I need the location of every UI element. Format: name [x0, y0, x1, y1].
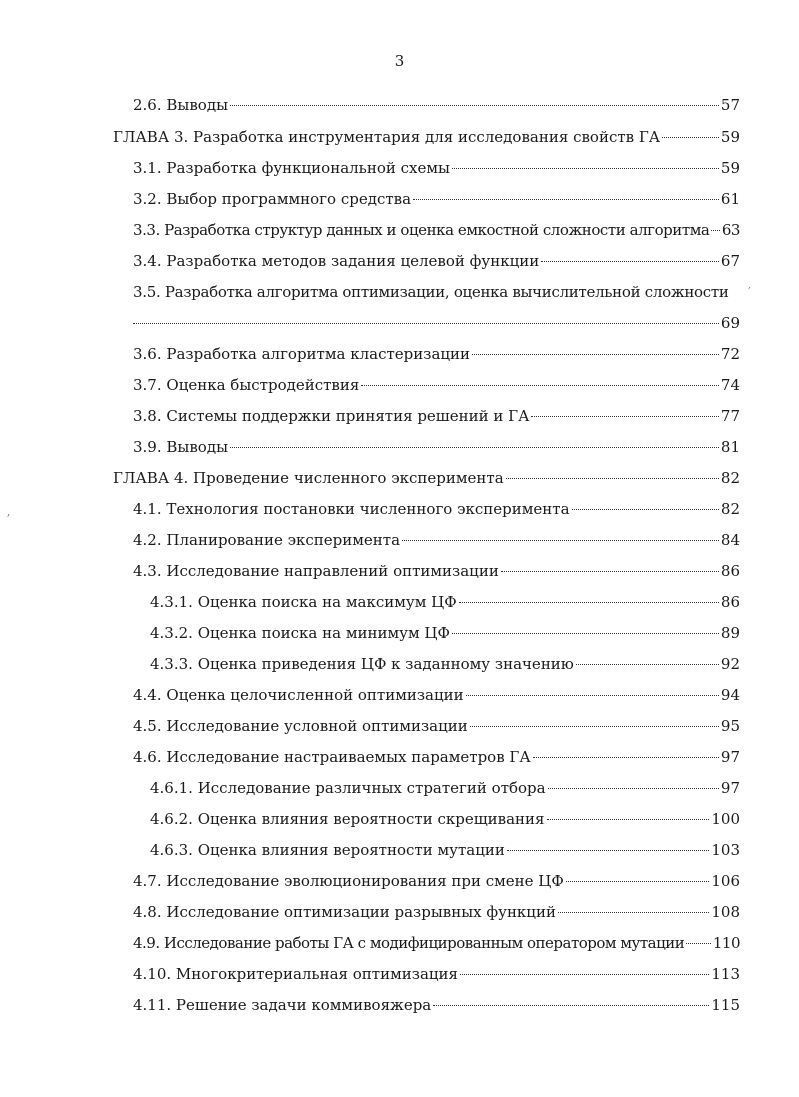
toc-entry-title: 4.3.3. Оценка приведения ЦФ к заданному значению [150, 655, 574, 673]
toc-entry-4-11[interactable] [133, 994, 740, 1016]
dot-leader [711, 229, 719, 231]
toc-entry-title: 3.2. Выбор программного средства [133, 190, 412, 208]
toc-entry-title: 4.3.1. Оценка поиска на максимум ЦФ [150, 593, 457, 611]
dot-leader [547, 818, 710, 820]
dot-leader [548, 787, 719, 789]
toc-entry-title: 3.1. Разработка функциональной схемы [133, 159, 450, 177]
toc-entry-4-3-2[interactable] [150, 622, 740, 644]
dot-leader [501, 570, 719, 572]
toc-entry-page: 110 [712, 934, 740, 952]
toc-entry-title: 4.8. Исследование оптимизации разрывных функций [133, 903, 556, 921]
dot-leader [472, 353, 719, 355]
toc-entry-page: 95 [720, 717, 740, 735]
toc-entry-4-10[interactable] [133, 963, 740, 985]
toc-entry-page: 86 [720, 593, 740, 611]
toc-entry-4-3-3[interactable] [150, 653, 740, 675]
toc-entry-chapter-4[interactable] [113, 467, 740, 489]
toc-entry-4-6[interactable] [133, 746, 740, 768]
toc-entry-page: 97 [720, 779, 740, 797]
toc-entry-4-3-1[interactable] [150, 591, 740, 613]
toc-entry-page: 63 [721, 221, 740, 239]
dot-leader [558, 911, 709, 913]
toc-entry-title: 4.2. Планирование эксперимента [133, 531, 401, 549]
toc-entry-2-6[interactable] [133, 94, 740, 116]
toc-entry-page: 100 [711, 810, 740, 828]
toc-entry-title: 4.7. Исследование эволюционирования при смене ЦФ [133, 872, 564, 890]
dot-leader [686, 942, 711, 944]
toc-entry-4-3[interactable] [133, 560, 740, 582]
toc-entry-title: ГЛАВА 4. Проведение численного эксперимента [113, 469, 504, 487]
dot-leader [452, 167, 719, 169]
toc-entry-3-6[interactable] [133, 343, 740, 365]
toc-entry-page: 86 [720, 562, 740, 580]
toc-entry-page: 59 [720, 159, 740, 177]
toc-entry-page: 115 [711, 996, 740, 1014]
toc-entry-page: 92 [720, 655, 740, 673]
dot-leader [402, 539, 719, 541]
toc-entry-title: 4.11. Решение задачи коммивояжера [133, 996, 432, 1014]
dot-leader [662, 136, 719, 138]
toc-entry-4-6-2[interactable] [150, 808, 740, 830]
toc-entry-page: 103 [711, 841, 740, 859]
dot-leader [576, 663, 719, 665]
toc-entry-title: 4.6.2. Оценка влияния вероятности скрещивания [150, 810, 545, 828]
toc-entry-page: 81 [720, 438, 740, 456]
dot-leader [541, 260, 719, 262]
toc-entry-4-7[interactable] [133, 870, 740, 892]
toc-entry-4-1[interactable] [133, 498, 740, 520]
dot-leader [413, 198, 719, 200]
toc-entry-title: 4.6.3. Оценка влияния вероятности мутации [150, 841, 505, 859]
toc-entry-3-9[interactable] [133, 436, 740, 458]
toc-entry-3-4[interactable] [133, 250, 740, 272]
toc-entry-page: 82 [720, 500, 740, 518]
dot-leader [507, 849, 710, 851]
toc-entry-4-6-1[interactable] [150, 777, 740, 799]
toc-entry-4-2[interactable] [133, 529, 740, 551]
toc-entry-title: 4.10. Многокритериальная оптимизация [133, 965, 458, 983]
toc-entry-page: 84 [720, 531, 740, 549]
toc-entry-title: 3.3. Разработка структур данных и оценка емкостной сложности алгоритма [133, 221, 710, 239]
stray-mark: ′ [748, 285, 751, 299]
toc-entry-4-6-3[interactable] [150, 839, 740, 861]
page-number: 3 [394, 52, 405, 70]
toc-entry-4-4[interactable] [133, 684, 740, 706]
toc-entry-page: 113 [711, 965, 740, 983]
toc-entry-title: 4.5. Исследование условной оптимизации [133, 717, 468, 735]
toc-entry-3-5-continuation[interactable] [133, 312, 740, 334]
toc-entry-title: 3.5. Разработка алгоритма оптимизации, оценка вычислительной сложности [133, 283, 729, 301]
toc-entry-title: 4.6. Исследование настраиваемых параметров ГА [133, 748, 531, 766]
toc-entry-3-7[interactable] [133, 374, 740, 396]
toc-entry-title: 4.3. Исследование направлений оптимизации [133, 562, 499, 580]
toc-entry-title: 3.9. Выводы [133, 438, 229, 456]
toc-entry-3-1[interactable] [133, 157, 740, 179]
toc-entry-page: 77 [720, 407, 740, 425]
dot-leader [572, 508, 719, 510]
dot-leader [133, 322, 719, 324]
toc-entry-title: 3.7. Оценка быстродействия [133, 376, 360, 394]
toc-entry-page: 108 [711, 903, 740, 921]
toc-entry-page: 82 [720, 469, 740, 487]
dot-leader [506, 477, 719, 479]
toc-entry-title: ГЛАВА 3. Разработка инструментария для исследования свойств ГА [113, 128, 661, 146]
toc-entry-3-3[interactable] [133, 219, 740, 241]
toc-entry-title: 2.6. Выводы [133, 96, 229, 114]
toc-entry-title: 4.4. Оценка целочисленной оптимизации [133, 686, 464, 704]
toc-entry-title: 3.4. Разработка методов задания целевой функции [133, 252, 540, 270]
dot-leader [470, 725, 719, 727]
toc-entry-4-9[interactable] [133, 932, 740, 954]
toc-entry-title: 4.6.1. Исследование различных стратегий отбора [150, 779, 546, 797]
toc-entry-chapter-3[interactable] [113, 126, 740, 148]
toc-entry-title: 4.9. Исследование работы ГА с модифицированным оператором мутации [133, 934, 685, 952]
toc-entry-3-8[interactable] [133, 405, 740, 427]
toc-entry-page: 67 [720, 252, 740, 270]
toc-entry-page: 57 [720, 96, 740, 114]
dot-leader [459, 601, 719, 603]
toc-entry-page: 94 [720, 686, 740, 704]
toc-entry-title: 4.1. Технология постановки численного эксперимента [133, 500, 570, 518]
dot-leader [361, 384, 719, 386]
dot-leader [452, 632, 719, 634]
dot-leader [531, 415, 718, 417]
toc-entry-3-5[interactable] [133, 281, 740, 303]
dot-leader [566, 880, 710, 882]
toc-entry-title: 3.8. Системы поддержки принятия решений и ГА [133, 407, 530, 425]
dot-leader [433, 1004, 709, 1006]
dot-leader [533, 756, 719, 758]
dot-leader [230, 104, 719, 106]
toc-entry-page: 69 [720, 314, 740, 332]
toc-entry-title: 3.6. Разработка алгоритма кластеризации [133, 345, 471, 363]
toc-entry-page: 97 [720, 748, 740, 766]
toc-entry-3-2[interactable] [133, 188, 740, 210]
dot-leader [466, 694, 719, 696]
toc-entry-4-8[interactable] [133, 901, 740, 923]
toc-entry-page: 74 [720, 376, 740, 394]
toc-entry-4-5[interactable] [133, 715, 740, 737]
toc-entry-page: 61 [720, 190, 740, 208]
toc-entry-page: 106 [711, 872, 740, 890]
toc-entry-page: 59 [720, 128, 740, 146]
dot-leader [460, 973, 709, 975]
toc-entry-page: 89 [720, 624, 740, 642]
dot-leader [230, 446, 719, 448]
stray-mark: ʼ [6, 512, 10, 526]
toc-entry-title: 4.3.2. Оценка поиска на минимум ЦФ [150, 624, 450, 642]
toc-entry-page: 72 [720, 345, 740, 363]
